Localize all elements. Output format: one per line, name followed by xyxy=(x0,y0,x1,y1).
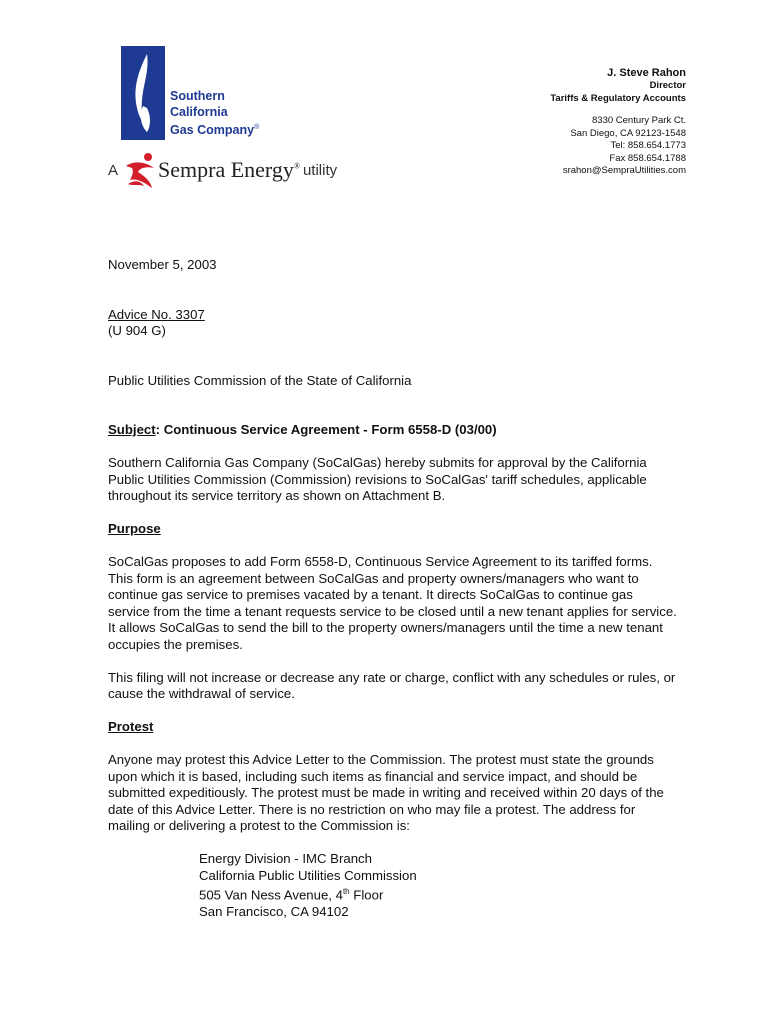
sender-department: Tariffs & Regulatory Accounts xyxy=(550,92,686,104)
company-logo-text xyxy=(170,88,259,138)
sender-address-line1: 8330 Century Park Ct. xyxy=(592,115,686,126)
subject-line: Subject: Continuous Service Agreement - Form 6558-D (03/00) xyxy=(108,422,497,437)
socalgas-logo-mark xyxy=(121,46,165,140)
address-line-4: San Francisco, CA 94102 xyxy=(199,903,349,919)
sender-block xyxy=(550,66,686,178)
logo-line-3: Gas Company xyxy=(170,123,255,138)
protest-paragraph: Anyone may protest this Advice Letter to the Commission. The protest must state the grounds upon which it is based, including such items as financial and service impact, and should be submitted expeditiously. The protest must be made in writing and received within 20 days of the date of this Advice Letter. There is no restriction on who may file a protest. The address for mailing or delivering a protest to the Commission is: xyxy=(108,752,664,833)
recipient: Public Utilities Commission of the State of California xyxy=(108,372,412,388)
purpose-paragraph-2: This filing will not increase or decrease any rate or charge, conflict with any schedules or rules, or cause the withdrawal of service. xyxy=(108,669,676,701)
sempra-brand-name: Sempra Energy® xyxy=(158,157,300,182)
purpose-paragraph-1: SoCalGas proposes to add Form 6558-D, Continuous Service Agreement to its tariffed forms. This form is an agreement between SoCalGas and property owners/managers who want to continue gas service to premises vacated by a tenant. It directs SoCalGas to continue gas service from the time a tenant requests service to be closed until a new tenant applies for service. It allows SoCalGas to send the bill to the property owners/managers until the time a new tenant occupies the premises. xyxy=(108,554,677,652)
tagline-suffix: utility xyxy=(302,161,338,179)
registered-mark: ® xyxy=(254,124,260,131)
flame-icon xyxy=(121,46,165,140)
letter-body xyxy=(108,257,678,920)
advice-number: Advice No. 3307 xyxy=(108,306,205,322)
letter-date: November 5, 2003 xyxy=(108,257,217,272)
sender-name: J. Steve Rahon xyxy=(607,67,686,79)
sender-email: srahon@SempraUtilities.com xyxy=(562,165,686,176)
address-line-1: Energy Division - IMC Branch xyxy=(199,851,372,866)
address-line-3: 505 Van Ness Avenue, 4th Floor xyxy=(199,887,384,903)
sender-title: Director xyxy=(649,80,686,91)
logo-line-2: California xyxy=(170,105,228,119)
sender-fax: Fax 858.654.1788 xyxy=(609,152,686,164)
advice-utility-code: (U 904 G) xyxy=(108,323,166,338)
purpose-heading: Purpose xyxy=(108,521,161,536)
logo-line-1: Southern xyxy=(170,89,225,103)
commission-address xyxy=(199,851,678,920)
intro-paragraph: Southern California Gas Company (SoCalGas) hereby submits for approval by the California Public Utilities Commission (Commission) revisions to SoCalGas' tariff schedules, applicable throughout its service territory as shown on Attachment B. xyxy=(108,455,647,503)
sender-address-line2: San Diego, CA 92123-1548 xyxy=(570,127,686,139)
protest-heading: Protest xyxy=(108,719,154,734)
address-line-2: California Public Utilities Commission xyxy=(199,867,417,883)
sempra-tagline xyxy=(108,148,337,192)
tagline-prefix: A xyxy=(108,161,119,179)
sender-tel: Tel: 858.654.1773 xyxy=(610,140,686,151)
sempra-figure-icon xyxy=(122,150,158,190)
